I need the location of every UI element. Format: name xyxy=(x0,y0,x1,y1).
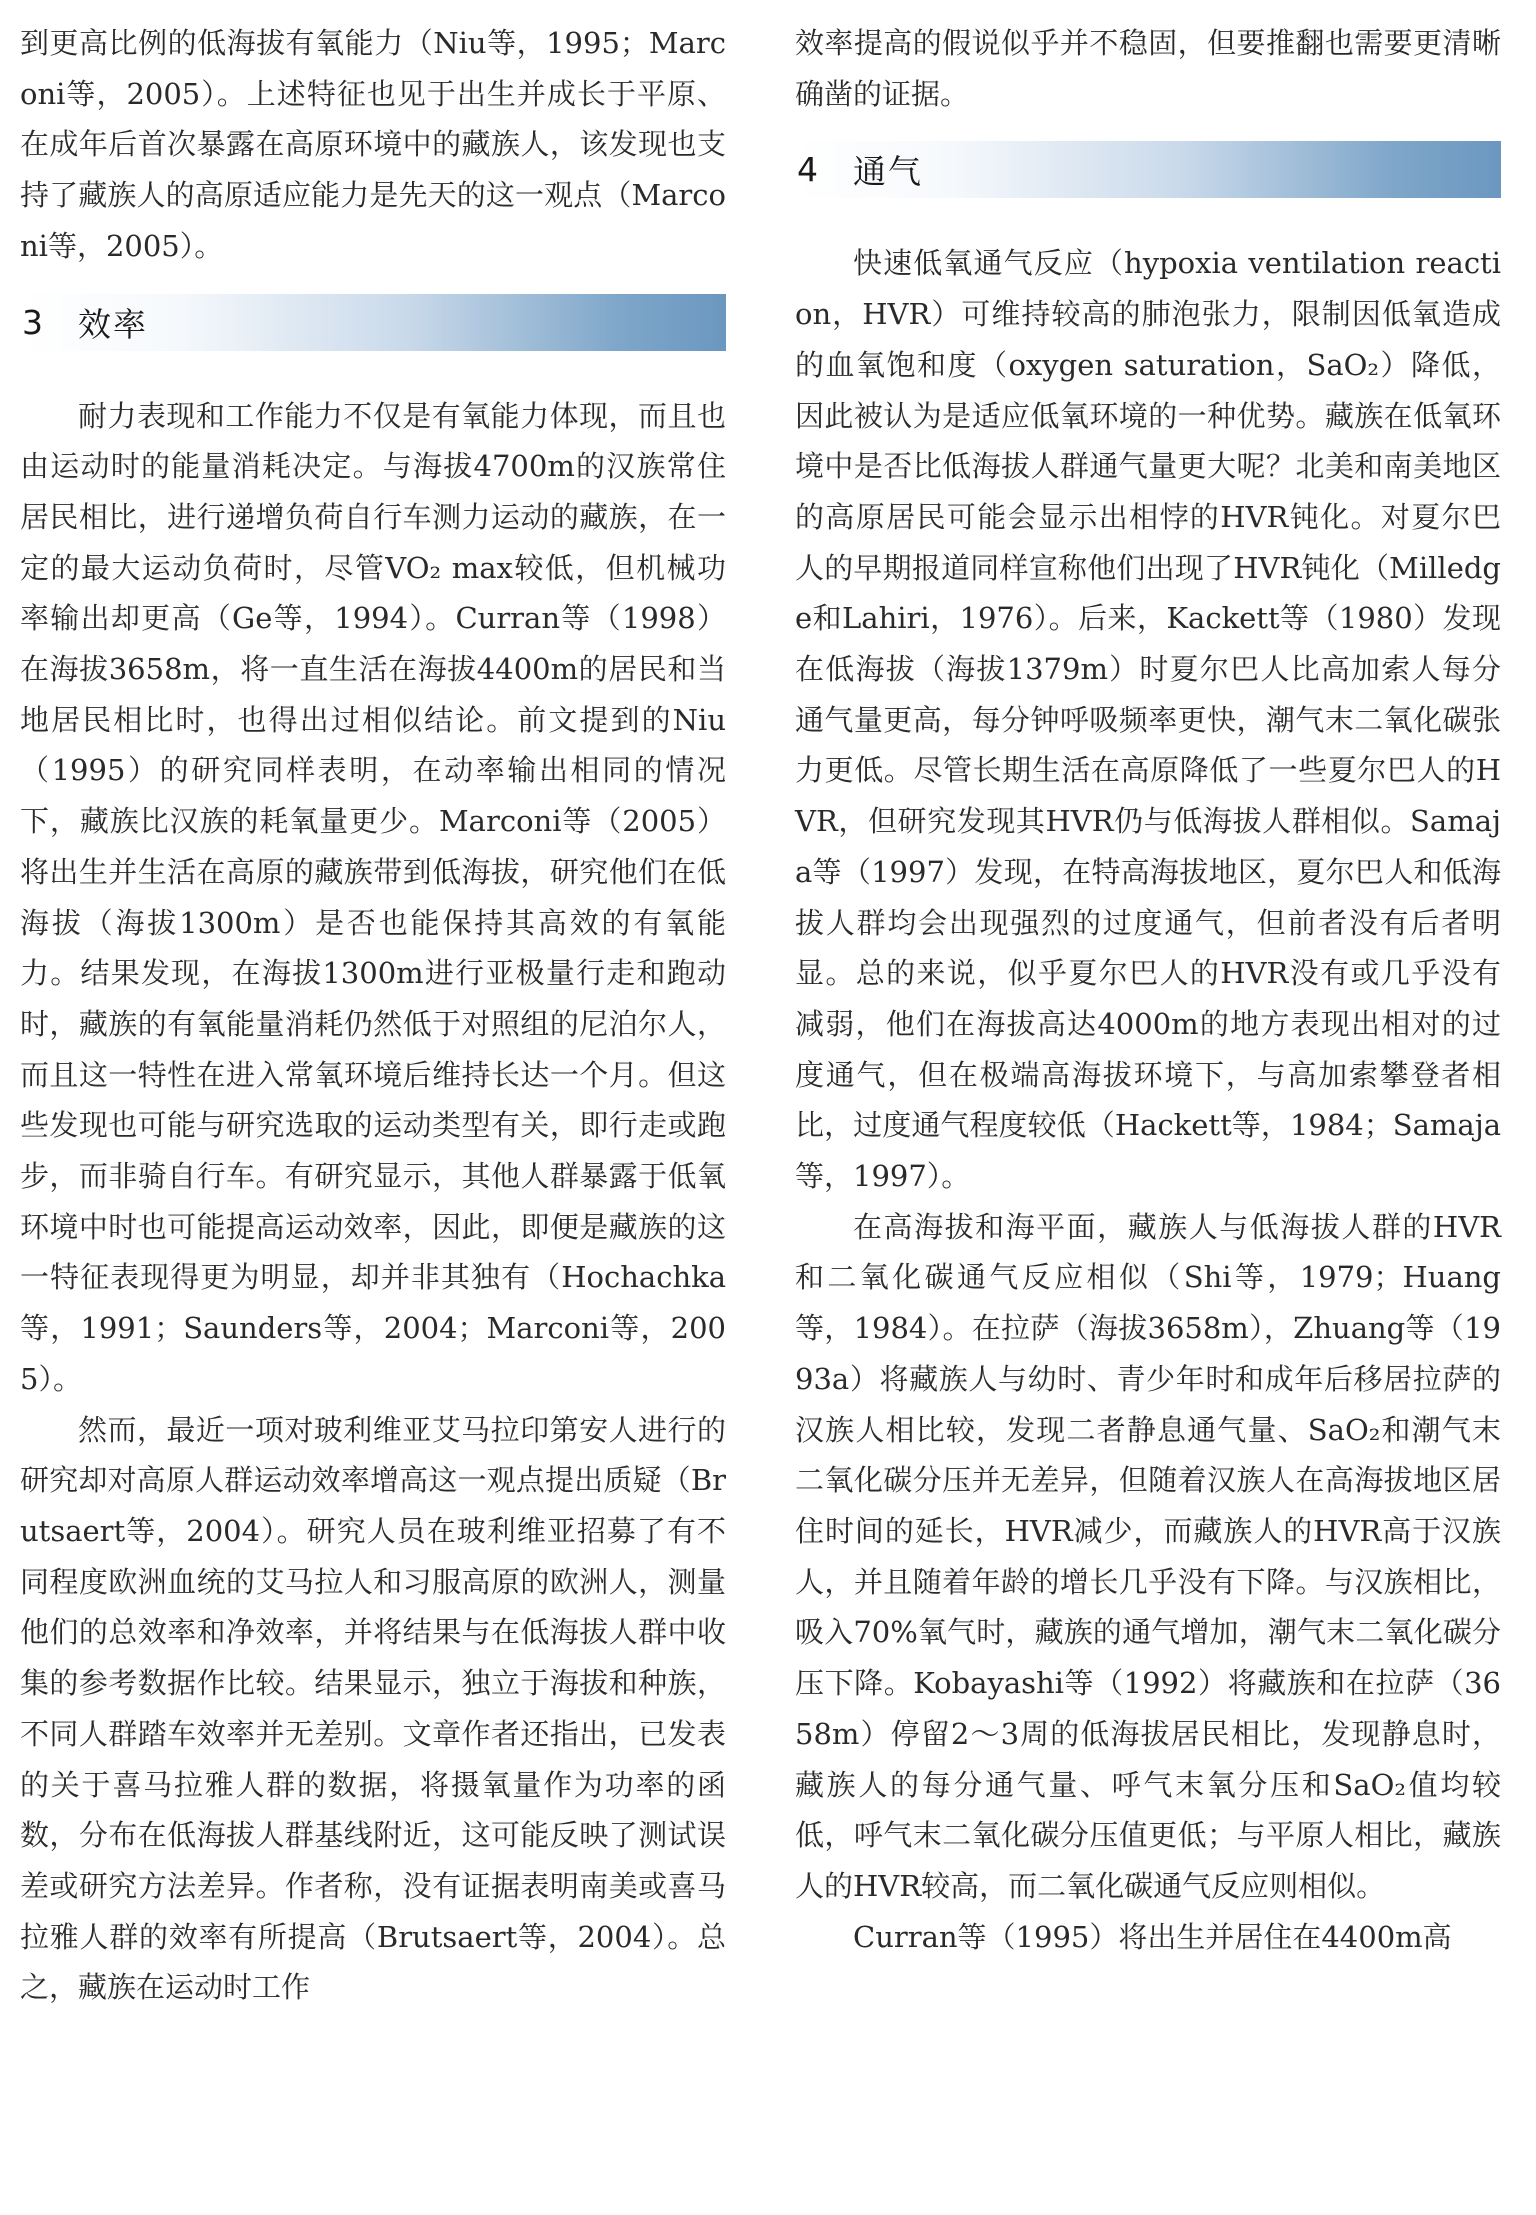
paragraph-efficiency-2: 然而，最近一项对玻利维亚艾马拉印第安人进行的研究却对高原人群运动效率增高这一观点提出质疑（Brutsaert等，2004）。研究人员在玻利维亚招募了有不同程度欧洲血统的艾马拉人和习服高原的欧洲人，测量他们的总效率和净效率，并将结果与在低海拔人群中收集的参考数据作比较。结果显示，独立于海拔和种族，不同人群踏车效率并无差别。文章作者还指出，已发表的关于喜马拉雅人群的数据，将摄氧量作为功率的函数，分布在低海拔人群基线附近，这可能反映了测试误差或研究方法差异。作者称，没有证据表明南美或喜马拉雅人群的效率有所提高（Brutsaert等，2004）。总之，藏族在运动时工作 xyxy=(20,1412,726,2005)
paragraph-continued: 效率提高的假说似乎并不稳固，但要推翻也需要更清晰确凿的证据。 xyxy=(795,26,1501,111)
paragraph-ventilation-2: 在高海拔和海平面，藏族人与低海拔人群的HVR和二氧化碳通气反应相似（Shi等，1979；Huang等，1984）。在拉萨（海拔3658m），Zhuang等（1993a）将藏族人与幼时、青少年时和成年后移居拉萨的汉族人相比较，发现二者静息通气量、SaO₂和潮气末二氧化碳分压并无差异，但随着汉族人在高海拔地区居住时间的延长，HVR减少，而藏族人的HVR高于汉族人，并且随着年龄的增长几乎没有下降。与汉族相比，吸入70%氧气时，藏族的通气增加，潮气末二氧化碳分压下降。Kobayashi等（1992）将藏族和在拉萨（3658m）停留2～3周的低海拔居民相比，发现静息时，藏族人的每分通气量、呼气末氧分压和SaO₂值均较低，呼气末二氧化碳分压值更低；与平原人相比，藏族人的HVR较高，而二氧化碳通气反应则相似。 xyxy=(795,1209,1501,1903)
paragraph-continued: 到更高比例的低海拔有氧能力（Niu等，1995；Marconi等，2005）。上述特征也见于出生并成长于平原、在成年后首次暴露在高原环境中的藏族人，该发现也支持了藏族人的高原适应能力是先天的这一观点（Marconi等，2005）。 xyxy=(20,26,726,263)
paragraph-efficiency-1: 耐力表现和工作能力不仅是有氧能力体现，而且也由运动时的能量消耗决定。与海拔4700m的汉族常住居民相比，进行递增负荷自行车测力运动的藏族，在一定的最大运动负荷时，尽管VO₂ max较低，但机械功率输出却更高（Ge等，1994）。Curran等（1998）在海拔3658m，将一直生活在海拔4400m的居民和当地居民相比时，也得出过相似结论。前文提到的Niu（1995）的研究同样表明，在动率输出相同的情况下，藏族比汉族的耗氧量更少。Marconi等（2005）将出生并生活在高原的藏族带到低海拔，研究他们在低海拔（海拔1300m）是否也能保持其高效的有氧能力。结果发现，在海拔1300m进行亚极量行走和跑动时，藏族的有氧能量消耗仍然低于对照组的尼泊尔人，而且这一特性在进入常氧环境后维持长达一个月。但这些发现也可能与研究选取的运动类型有关，即行走或跑步，而非骑自行车。有研究显示，其他人群暴露于低氧环境中时也可能提高运动效率，因此，即便是藏族的这一特征表现得更为明显，却并非其独有（Hochachka等，1991；Saunders等，2004；Marconi等，2005）。 xyxy=(20,398,726,1396)
section-heading-4 xyxy=(795,141,1501,198)
section-title: 通气 xyxy=(853,152,923,192)
section-title: 效率 xyxy=(78,304,148,344)
section-number: 4 xyxy=(797,150,818,190)
paragraph-ventilation-1: 快速低氧通气反应（hypoxia ventilation reaction，HVR）可维持较高的肺泡张力，限制因低氧造成的血氧饱和度（oxygen saturation，SaO₂）降低，因此被认为是适应低氧环境的一种优势。藏族在低氧环境中是否比低海拔人群通气量更大呢？北美和南美地区的高原居民可能会显示出相悖的HVR钝化。对夏尔巴人的早期报道同样宣称他们出现了HVR钝化（Milledge和Lahiri，1976）。后来，Kackett等（1980）发现在低海拔（海拔1379m）时夏尔巴人比高加索人每分通气量更高，每分钟呼吸频率更快，潮气末二氧化碳张力更低。尽管长期生活在高原降低了一些夏尔巴人的HVR，但研究发现其HVR仍与低海拔人群相似。Samaja等（1997）发现，在特高海拔地区，夏尔巴人和低海拔人群均会出现强烈的过度通气，但前者没有后者明显。总的来说，似乎夏尔巴人的HVR没有或几乎没有减弱，他们在海拔高达4000m的地方表现出相对的过度通气，但在极端高海拔环境下，与高加索攀登者相比，过度通气程度较低（Hackett等，1984；Samaja等，1997）。 xyxy=(795,246,1501,1194)
left-column xyxy=(20,18,726,2013)
paragraph-ventilation-3: Curran等（1995）将出生并居住在4400m高 xyxy=(853,1919,1452,1954)
right-column xyxy=(795,18,1501,1962)
section-number: 3 xyxy=(22,302,43,342)
section-heading-3 xyxy=(20,294,726,351)
